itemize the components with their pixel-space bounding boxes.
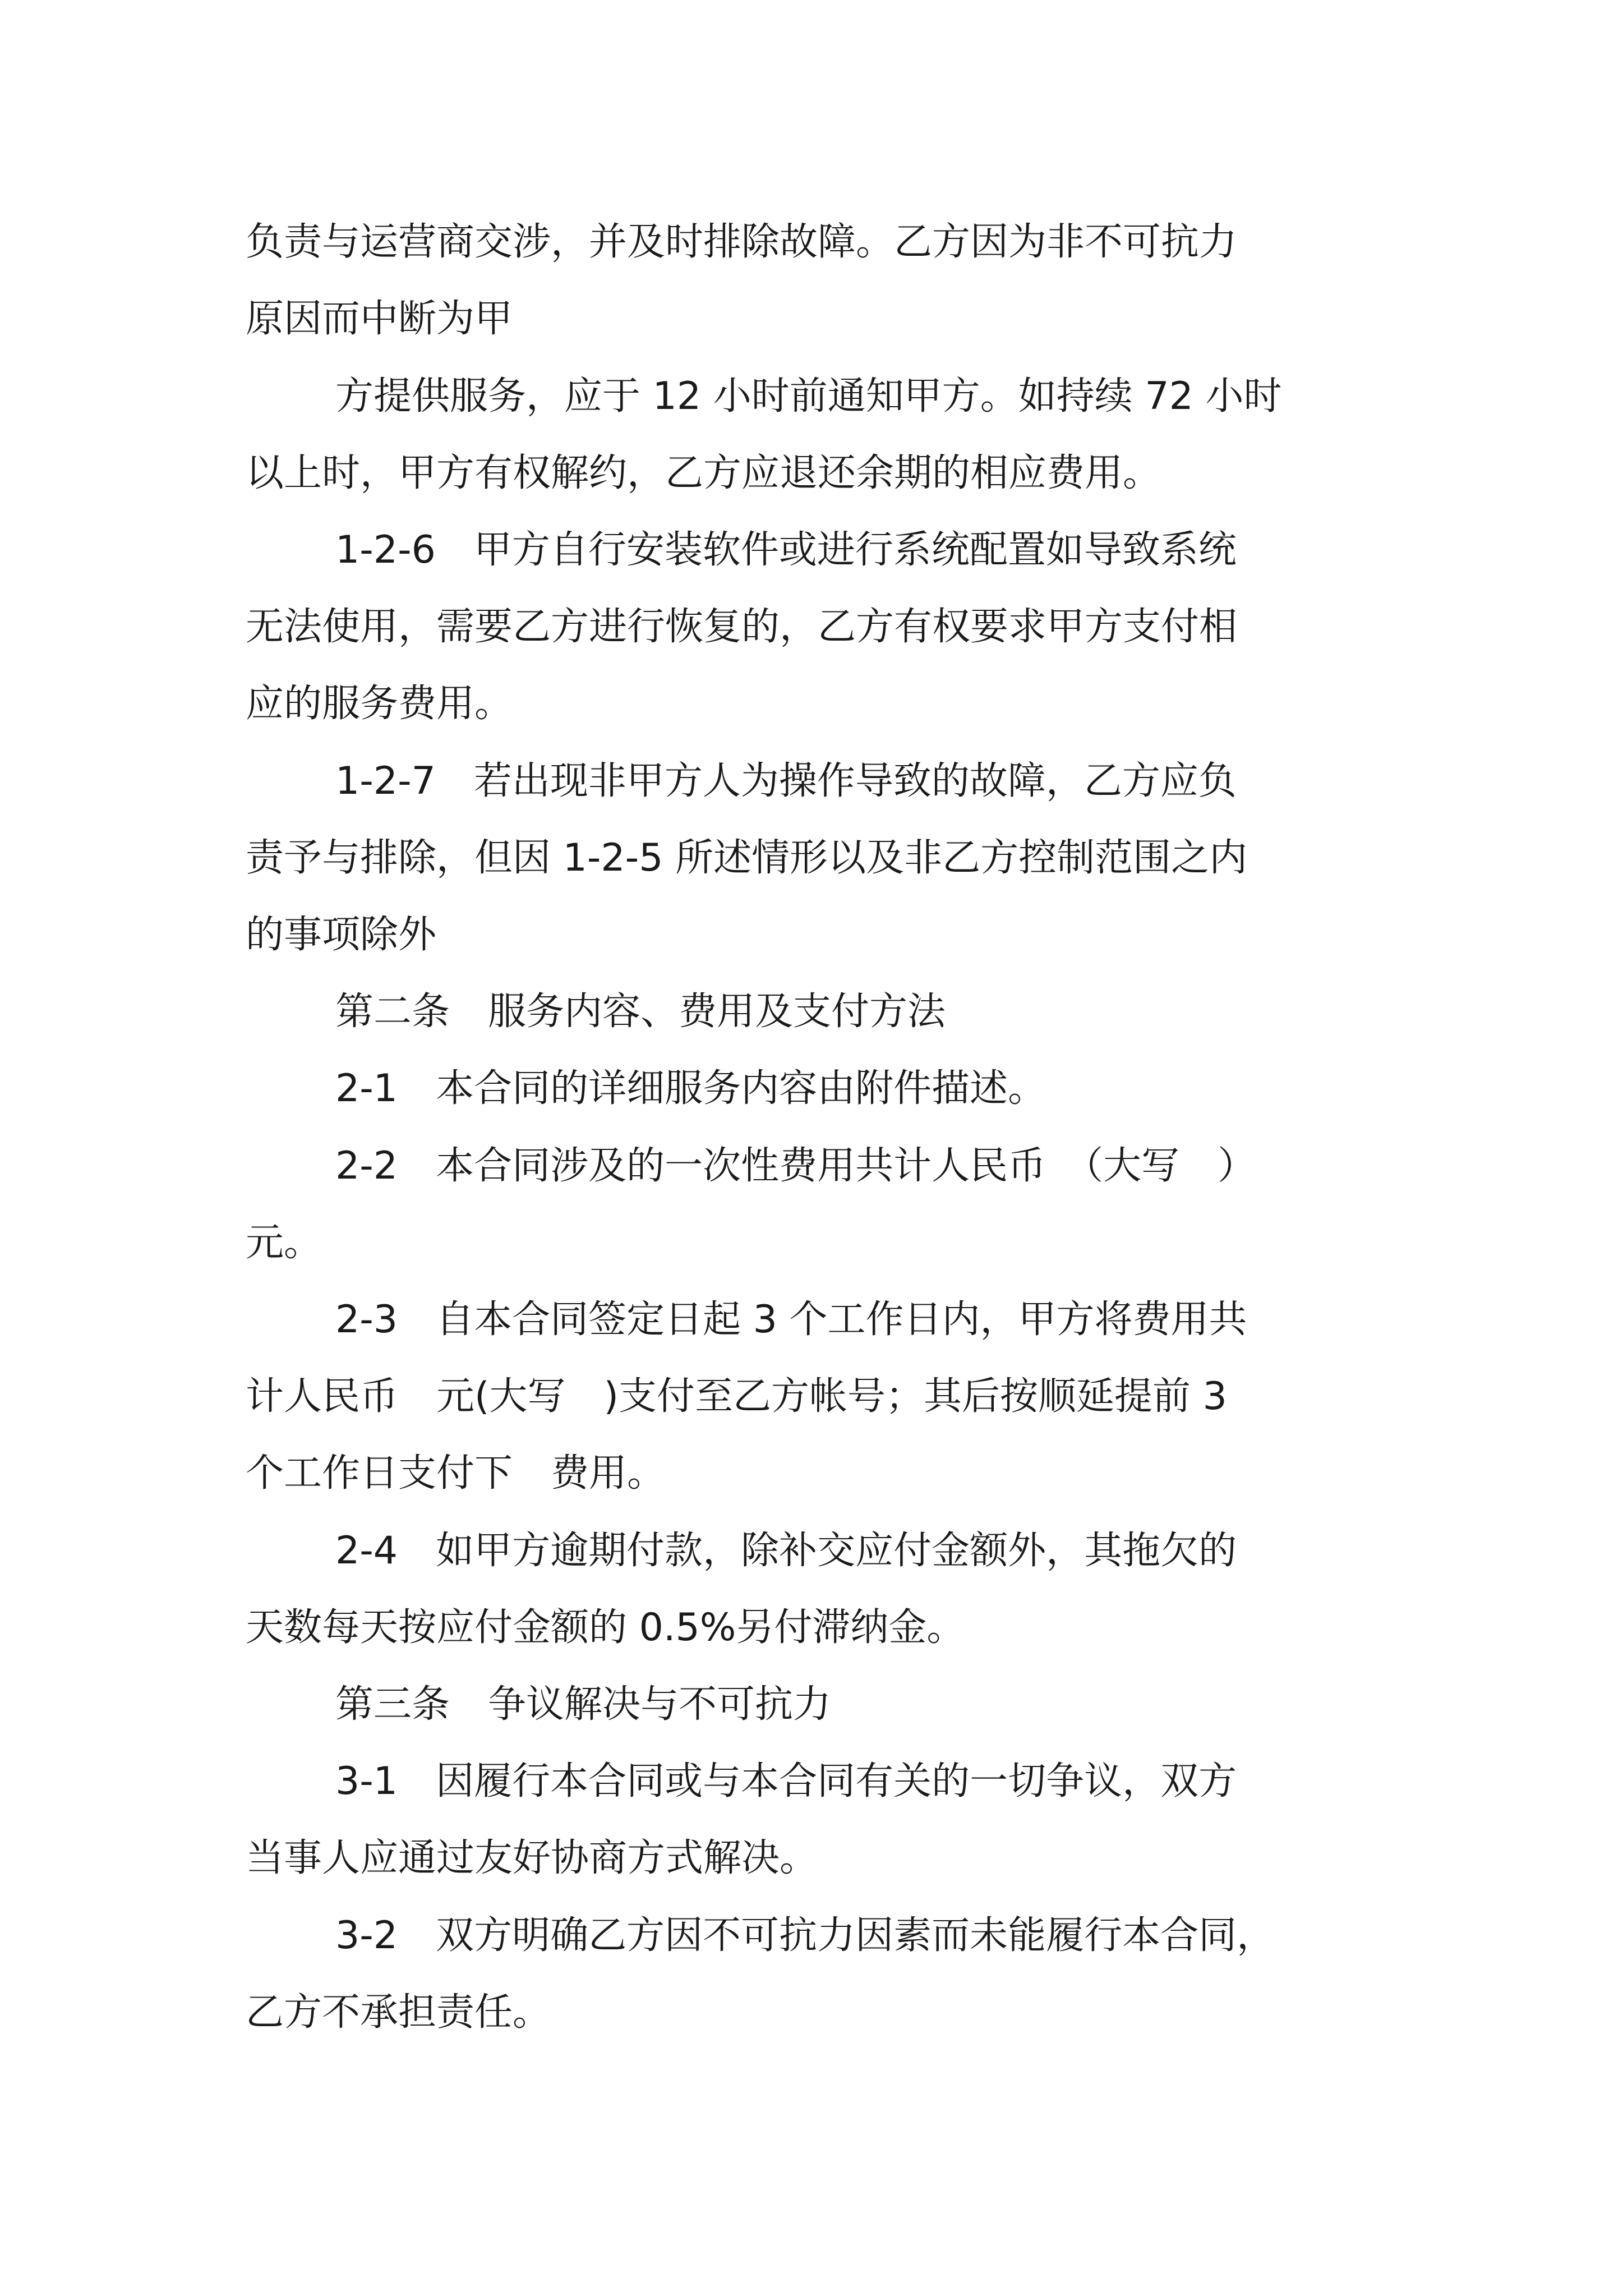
text-line: 计人民币 元(大写 )支付至乙方帐号；其后按顺延提前 3 <box>246 1374 1227 1419</box>
text-line: 乙方不承担责任。 <box>246 1990 551 2035</box>
text-line: 2-4 如甲方逾期付款，除补交应付金额外，其拖欠的 <box>335 1529 1237 1573</box>
text-line: 1-2-6 甲方自行安装软件或进行系统配置如导致系统 <box>335 528 1237 572</box>
text-line: 3-1 因履行本合同或与本合同有关的一切争议，双方 <box>335 1759 1237 1803</box>
text-line: 2-1 本合同的详细服务内容由附件描述。 <box>335 1066 1046 1111</box>
text-line: 天数每天按应付金额的 0.5%另付滞纳金。 <box>246 1605 965 1650</box>
text-line: 责予与排除，但因 1-2-5 所述情形以及非乙方控制范围之内 <box>246 836 1248 880</box>
section-heading: 第二条 服务内容、费用及支付方法 <box>335 990 946 1034</box>
text-line: 无法使用，需要乙方进行恢复的，乙方有权要求甲方支付相 <box>246 605 1238 649</box>
text-line: 3-2 双方明确乙方因不可抗力因素而未能履行本合同， <box>335 1913 1275 1958</box>
text-line: 应的服务费用。 <box>246 682 513 726</box>
text-line: 2-3 自本合同签定日起 3 个工作日内，甲方将费用共 <box>335 1297 1247 1342</box>
text-line: 1-2-7 若出现非甲方人为操作导致的故障，乙方应负 <box>335 759 1237 803</box>
text-line: 以上时，甲方有权解约，乙方应退还余期的相应费用。 <box>246 451 1161 495</box>
text-line: 的事项除外 <box>246 913 437 957</box>
text-line: 个工作日支付下 费用。 <box>246 1451 666 1496</box>
text-line: 当事人应通过友好协商方式解决。 <box>246 1836 818 1880</box>
section-heading: 第三条 争议解决与不可抗力 <box>335 1682 832 1727</box>
text-line: 方提供服务，应于 12 小时前通知甲方。如持续 72 小时 <box>335 374 1282 418</box>
text-line: 元。 <box>246 1221 322 1265</box>
text-line: 负责与运营商交涉，并及时排除故障。乙方因为非不可抗力 <box>246 220 1238 264</box>
text-line: 原因而中断为甲 <box>246 297 513 341</box>
text-line: 2-2 本合同涉及的一次性费用共计人民币 （大写 ） <box>335 1144 1256 1188</box>
